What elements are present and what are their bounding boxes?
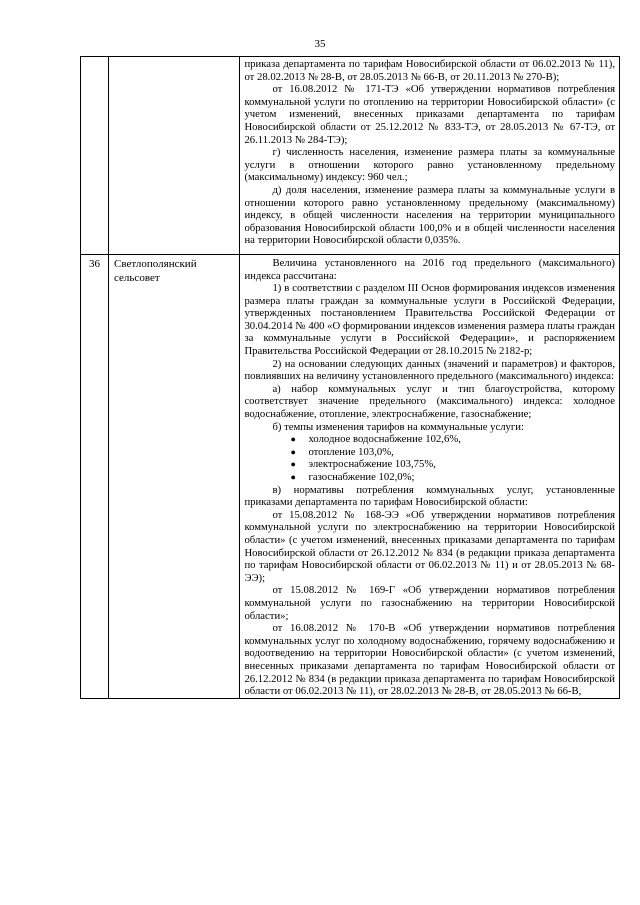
bullet-icon: ● — [290, 472, 296, 482]
paragraph: от 15.08.2012 № 169-Г «Об утверждении нормативов потребления коммунальной услуги по газоснабжению на территории Новосибирской области»; — [244, 584, 615, 622]
paragraph: б) темпы изменения тарифов на коммунальные услуги: — [272, 420, 524, 433]
paragraph: от 16.08.2012 № 170-В «Об утверждении нормативов потребления коммунальных услуг по холодному водоснабжению, горячему водоснабжению и водоотведению на территории Новосибирской области» (с учетом изменений, внесенных приказами департамента по тарифам Новосибирской области от 26.12.2012 № 834 (в редакции приказа департамента по тарифам Новосибирской области от 06.02.2013 № 11), от 28.02.2013 № 28-В, от 28.05.2013 № 66-В, — [244, 622, 615, 698]
bullet-icon: ● — [290, 446, 296, 457]
list-item — [244, 458, 615, 471]
municipality-name-cell: Светлополянский сельсовет — [109, 254, 240, 698]
bullet-icon: ● — [290, 434, 296, 445]
paragraph: в) нормативы потребления коммунальных услуг, установленные приказами департамента по тарифам Новосибирской области: — [244, 483, 615, 509]
paragraph: Величина установленного на 2016 год предельного (максимального) индекса рассчитана: — [244, 256, 615, 282]
municipality-name-cell — [109, 57, 240, 255]
page-number: 35 — [314, 38, 326, 50]
list-item-text: отопление 103,0%, — [308, 445, 394, 458]
paragraph: д) доля населения, изменение размера платы за коммунальные услуги в отношении которого равно установленному предельному (максимальному) индексу, в общей численности населения на территории муниципального образования Новосибирской области 100,0% и в общей численности населения на территории Новосибирской области 0,035%. — [244, 183, 615, 247]
list-item-text: холодное водоснабжение 102,6%, — [308, 433, 461, 446]
paragraph: от 16.08.2012 № 171-ТЭ «Об утверждении нормативов потребления коммунальной услуги по отоплению на территории Новосибирской области» (с учетом изменений, внесенных приказами департамента по тарифам Новосибирской области от 25.12.2012 № 833-ТЭ, от 28.05.2013 № 67-ТЭ, от 26.11.2013 № 284-ТЭ); — [244, 83, 615, 146]
list-item-text: электроснабжение 103,75%, — [308, 458, 436, 471]
paragraph: 1) в соответствии с разделом III Основ формирования индексов изменения размера платы граждан за коммунальные услуги в Российской Федерации, утвержденных постановлением Правительства Российской Федерации от 30.04.2014 № 400 «О формировании индексов изменения размера платы граждан за коммунальные услуги в Российской Федерации», и распоряжением Правительства Российской Федерации от 28.10.2015 № 2182-р; — [244, 282, 615, 358]
description-cell — [240, 254, 620, 698]
paragraph: 2) на основании следующих данных (значений и параметров) и факторов, повлиявших на величину установленного предельного (максимального) индекса: — [244, 357, 615, 383]
paragraph: приказа департамента по тарифам Новосибирской области от 06.02.2013 № 11), от 28.02.2013 № 28-В, от 28.05.2013 № 66-В, от 20.11.2013 № 270-В); — [244, 58, 615, 83]
list-item — [244, 433, 615, 446]
list-item — [244, 446, 615, 459]
paragraph: а) набор коммунальных услуг и тип благоустройства, которому соответствует значение предельного (максимального) индекса: холодное водоснабжение, отопление, электроснабжение, газоснабжение; — [244, 382, 615, 421]
list-item — [244, 471, 615, 484]
paragraph: г) численность населения, изменение размера платы за коммунальные услуги в отношении которого равно установленному предельному (максимальному) индексу: 960 чел.; — [244, 146, 615, 184]
row-number-cell — [81, 57, 109, 255]
table-row — [81, 57, 620, 255]
list-item-text: газоснабжение 102,0%; — [308, 471, 415, 483]
bullet-icon: ● — [290, 459, 296, 470]
paragraph: от 15.08.2012 № 168-ЭЭ «Об утверждении нормативов потребления коммунальной услуги по электроснабжению на территории Новосибирской области» (с учетом изменений, внесенных приказами департамента по тарифам Новосибирской области от 26.12.2012 № 834 (в редакции приказа департамента по тарифам Новосибирской области от 06.02.2013 № 11) и от 28.05.2013 № 68-ЭЭ); — [244, 508, 615, 584]
table-row — [81, 254, 620, 698]
tariff-bullet-list — [244, 433, 615, 483]
description-cell — [240, 57, 620, 255]
row-number-cell: 36 — [81, 254, 109, 698]
data-table — [80, 56, 620, 699]
